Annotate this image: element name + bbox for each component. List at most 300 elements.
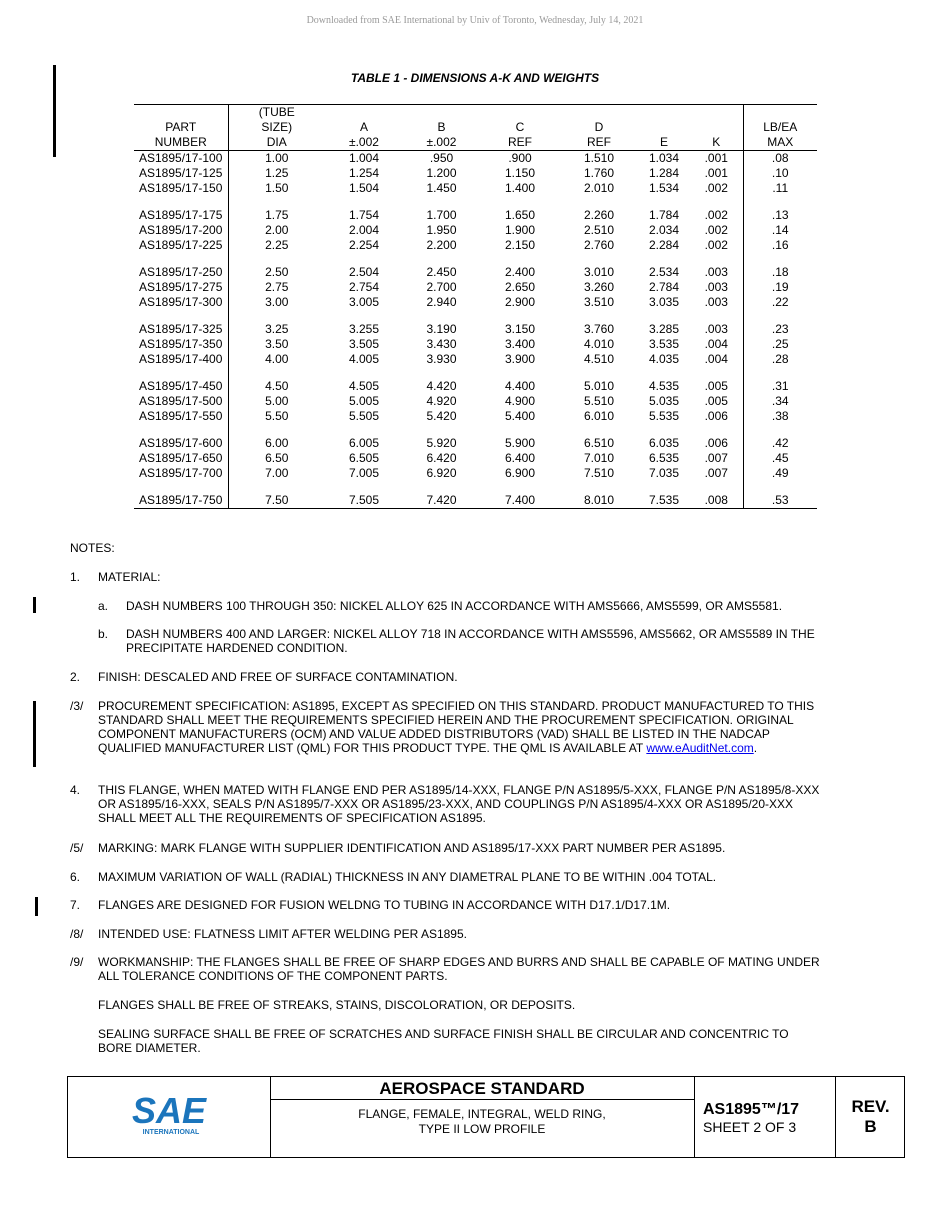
part-number-cell: AS1895/17-175 (134, 208, 228, 223)
note-body: DASH NUMBERS 100 THROUGH 350: NICKEL ALLOY 625 IN ACCORDANCE WITH AMS5666, AMS5599, OR AMS5581. (126, 599, 783, 613)
table-cell: 5.00 (265, 394, 289, 408)
spacer-cell (403, 481, 480, 493)
table-cell: 2.50 (265, 265, 289, 279)
notes-header: NOTES: (70, 541, 115, 555)
table-cell: 2.450 (426, 265, 457, 279)
column-header: E (638, 135, 690, 151)
part-number-cell: AS1895/17-750 (134, 493, 228, 509)
table-row (134, 181, 817, 196)
title-middle (270, 1077, 695, 1157)
table-cell: .950 (429, 151, 454, 165)
table-row (134, 352, 817, 367)
spacer-cell (560, 481, 638, 493)
table-cell: 1.254 (348, 166, 380, 180)
notes-section (70, 541, 830, 1055)
table-cell: 6.420 (426, 451, 457, 465)
table-row (134, 466, 817, 481)
column-header: REF (480, 135, 560, 151)
column-header (638, 105, 690, 121)
table-cell: 4.010 (583, 337, 615, 351)
table-row (134, 436, 817, 451)
part-number-cell: AS1895/17-275 (134, 280, 228, 295)
table-row (134, 223, 817, 238)
part-number-cell: AS1895/17-350 (134, 337, 228, 352)
table-cell: 4.00 (265, 352, 289, 366)
title-block (67, 1076, 905, 1158)
group-spacer (134, 424, 817, 436)
note-body: FLANGES ARE DESIGNED FOR FUSION WELDNG TO TUBING IN ACCORDANCE WITH D17.1/D17.1M. (98, 898, 671, 912)
note-number: 1. (70, 570, 81, 584)
eauditnet-link[interactable]: www.eAuditNet.com (646, 741, 754, 755)
table-cell: 7.420 (403, 493, 480, 509)
table-cell: 4.900 (504, 394, 536, 408)
table-cell: .53 (743, 493, 817, 509)
spacer-cell (325, 310, 403, 322)
column-header (134, 105, 228, 121)
spacer-cell (228, 253, 325, 265)
table-cell: .006 (690, 436, 743, 451)
spacer-cell (228, 310, 325, 322)
sae-logo (68, 1077, 270, 1157)
note-number: /8/ (70, 927, 84, 941)
download-watermark: Downloaded from SAE International by Univ of Toronto, Wednesday, July 14, 2021 (306, 15, 644, 26)
column-header: A (359, 120, 368, 134)
revision-label: REV. (851, 1097, 890, 1116)
note-text (98, 870, 820, 884)
description-line-1: FLANGE, FEMALE, INTEGRAL, WELD RING, (358, 1107, 606, 1121)
table-cell: 3.00 (265, 295, 289, 309)
column-header: ±.002 (325, 135, 403, 151)
table-row (134, 265, 817, 280)
part-number-cell: AS1895/17-650 (134, 451, 228, 466)
spacer-cell (560, 196, 638, 208)
table-cell: 6.005 (348, 436, 380, 450)
column-header: SIZE) (261, 120, 293, 134)
note-text (98, 955, 820, 983)
note-text (98, 841, 820, 855)
table-header-row-1 (134, 105, 817, 121)
table-cell: 5.50 (265, 409, 289, 423)
spacer-cell (743, 196, 817, 208)
table-cell: 3.430 (426, 337, 457, 351)
table-cell: .900 (508, 151, 532, 165)
note-number: 6. (70, 870, 81, 884)
table-cell: .34 (771, 394, 789, 408)
table-cell: .003 (690, 322, 743, 337)
table-row (134, 151, 817, 167)
note-body: INTENDED USE: FLATNESS LIMIT AFTER WELDING PER AS1895. (98, 927, 467, 941)
table-cell: .004 (690, 337, 743, 352)
note-body: MAXIMUM VARIATION OF WALL (RADIAL) THICKNESS IN ANY DIAMETRAL PLANE TO BE WITHIN .004 TOTAL. (98, 870, 717, 884)
spacer-cell (134, 367, 228, 379)
part-number-cell: AS1895/17-250 (134, 265, 228, 280)
table-cell: 3.285 (648, 322, 680, 336)
table-cell: 6.035 (648, 436, 680, 450)
spacer-cell (560, 424, 638, 436)
table-cell: .005 (690, 394, 743, 409)
table-cell: 1.650 (504, 208, 536, 222)
table-cell: 7.50 (228, 493, 325, 509)
column-header: REF (560, 135, 638, 151)
table-cell: 2.754 (348, 280, 380, 294)
table-cell: 5.920 (426, 436, 457, 450)
table-cell: 6.535 (648, 451, 680, 465)
spacer-cell (134, 424, 228, 436)
table-cell: 3.400 (504, 337, 536, 351)
table-cell: .002 (690, 181, 743, 196)
spacer-cell (690, 367, 743, 379)
spacer-cell (743, 481, 817, 493)
table-cell: 1.450 (426, 181, 457, 195)
table-cell: .22 (771, 295, 789, 309)
note-body: FINISH: DESCALED AND FREE OF SURFACE CONTAMINATION. (98, 670, 458, 684)
note-body: MARKING: MARK FLANGE WITH SUPPLIER IDENTIFICATION AND AS1895/17-XXX PART NUMBER PER AS1895. (98, 841, 726, 855)
spacer-cell (480, 424, 560, 436)
table-cell: .11 (772, 181, 789, 195)
table-cell: 3.510 (583, 295, 615, 309)
table-row (134, 337, 817, 352)
part-number-cell: AS1895/17-500 (134, 394, 228, 409)
note-number: 2. (70, 670, 81, 684)
part-description (270, 1107, 694, 1137)
note-number: /3/ (70, 699, 84, 713)
sheet-number: SHEET 2 OF 3 (703, 1119, 797, 1135)
spacer-cell (325, 367, 403, 379)
table-cell: 1.75 (265, 208, 289, 222)
spacer-cell (325, 481, 403, 493)
standard-type: AEROSPACE STANDARD (270, 1077, 694, 1100)
table-cell: 1.50 (265, 181, 289, 195)
table-cell: 2.534 (648, 265, 680, 279)
table-cell: 7.535 (638, 493, 690, 509)
table-cell: 1.200 (426, 166, 457, 180)
table-cell: 6.00 (265, 436, 289, 450)
table-cell: 3.900 (504, 352, 536, 366)
table-cell: 3.50 (265, 337, 289, 351)
part-number-cell: AS1895/17-400 (134, 352, 228, 367)
table-row (134, 451, 817, 466)
table-cell: 4.400 (504, 379, 536, 393)
table-cell: 1.400 (504, 181, 536, 195)
column-header: NUMBER (134, 135, 228, 151)
column-header (325, 105, 403, 121)
table-cell: 2.25 (265, 238, 289, 252)
note-text (98, 570, 820, 584)
table-cell: 5.420 (426, 409, 457, 423)
table-cell: 2.75 (265, 280, 289, 294)
table-cell: 4.505 (348, 379, 380, 393)
table-cell: 1.950 (426, 223, 457, 237)
table-cell: .23 (771, 322, 789, 336)
change-bar (33, 701, 36, 767)
spacer-cell (638, 310, 690, 322)
column-header (403, 105, 480, 121)
table-cell: .08 (771, 151, 789, 165)
spacer-cell (743, 310, 817, 322)
table-cell: 5.005 (348, 394, 380, 408)
spacer-cell (560, 310, 638, 322)
table-cell: 3.760 (583, 322, 615, 336)
table-cell: .002 (690, 223, 743, 238)
spacer-cell (480, 481, 560, 493)
table-row (134, 379, 817, 394)
logo-wordmark: SAE (131, 1090, 207, 1131)
column-header: MAX (743, 135, 817, 151)
table-cell: 1.760 (583, 166, 615, 180)
table-row (134, 280, 817, 295)
spacer-cell (228, 481, 325, 493)
spacer-cell (690, 424, 743, 436)
part-number-cell: AS1895/17-200 (134, 223, 228, 238)
table-cell: 3.260 (583, 280, 615, 294)
group-spacer (134, 481, 817, 493)
column-header (690, 105, 743, 121)
note-number: a. (98, 599, 109, 613)
column-header: PART (134, 120, 228, 135)
table-cell: .31 (771, 379, 789, 393)
part-number-cell: AS1895/17-100 (134, 151, 228, 167)
table-cell: .38 (771, 409, 789, 423)
table-cell: .001 (690, 166, 743, 181)
spacer-cell (690, 196, 743, 208)
table-cell: 5.400 (504, 409, 536, 423)
table-cell: 1.150 (504, 166, 536, 180)
table-cell: 1.25 (265, 166, 289, 180)
group-spacer (134, 196, 817, 208)
spacer-cell (228, 196, 325, 208)
spacer-cell (228, 367, 325, 379)
table-cell: .006 (690, 409, 743, 424)
table-cell: 2.760 (583, 238, 615, 252)
spacer-cell (690, 253, 743, 265)
spacer-cell (638, 367, 690, 379)
table-cell: 3.505 (348, 337, 380, 351)
table-cell: 7.035 (648, 466, 680, 480)
table-cell: 4.005 (348, 352, 380, 366)
column-header (690, 120, 743, 135)
table-cell: .45 (771, 451, 789, 465)
note-body: MATERIAL: (98, 570, 161, 584)
table-cell: 4.50 (265, 379, 289, 393)
table-cell: .002 (690, 238, 743, 253)
spacer-cell (743, 424, 817, 436)
table-cell: .10 (771, 166, 789, 180)
column-header: DIA (228, 135, 325, 151)
table-cell: 6.920 (426, 466, 457, 480)
table-cell: .007 (690, 451, 743, 466)
spacer-cell (743, 253, 817, 265)
spacer-cell (480, 253, 560, 265)
part-number-cell: AS1895/17-700 (134, 466, 228, 481)
table-cell: 8.010 (560, 493, 638, 509)
table-cell: 1.034 (648, 151, 680, 165)
table-cell: .19 (771, 280, 789, 294)
table-cell: 2.00 (265, 223, 289, 237)
table-cell: 3.255 (348, 322, 380, 336)
dimensions-table (134, 104, 817, 509)
table-cell: 6.400 (504, 451, 536, 465)
revision-value: B (864, 1117, 877, 1136)
table-row (134, 238, 817, 253)
table-cell: 7.010 (583, 451, 615, 465)
spacer-cell (560, 253, 638, 265)
change-bar (35, 897, 38, 916)
table-cell: .008 (690, 493, 743, 509)
table-cell: 7.505 (325, 493, 403, 509)
column-header: D (594, 120, 604, 134)
table-cell: .49 (771, 466, 789, 480)
table-cell: 6.010 (583, 409, 615, 423)
table-cell: 7.005 (348, 466, 380, 480)
note-body: WORKMANSHIP: THE FLANGES SHALL BE FREE OF SHARP EDGES AND BURRS AND SHALL BE CAPABLE OF MATING UNDER ALL TOLERANCE CONDITIONS OF THE COMPONENT PARTS. (98, 955, 820, 983)
part-number-cell: AS1895/17-300 (134, 295, 228, 310)
note-body: DASH NUMBERS 400 AND LARGER: NICKEL ALLOY 718 IN ACCORDANCE WITH AMS5596, AMS5662, OR AMS5589 IN THE PRECIPITATE HARDENED CONDITION. (126, 627, 815, 655)
spacer-cell (325, 196, 403, 208)
spacer-cell (638, 196, 690, 208)
table-cell: .007 (690, 466, 743, 481)
table-cell: 1.784 (648, 208, 680, 222)
table-cell: 3.930 (426, 352, 457, 366)
table-row (134, 322, 817, 337)
column-header: ±.002 (403, 135, 480, 151)
table-row (134, 295, 817, 310)
table-cell: 2.400 (504, 265, 536, 279)
description-line-2: TYPE II LOW PROFILE (418, 1122, 546, 1136)
table-cell: 3.035 (648, 295, 680, 309)
table-cell: 2.510 (583, 223, 615, 237)
table-cell: .25 (771, 337, 789, 351)
table-cell: 7.510 (583, 466, 615, 480)
column-header: B (437, 120, 446, 134)
table-cell: 5.010 (583, 379, 615, 393)
table-cell: 5.035 (648, 394, 680, 408)
table-cell: 2.010 (583, 181, 615, 195)
spacer-cell (403, 196, 480, 208)
part-number-cell: AS1895/17-600 (134, 436, 228, 451)
column-header: LB/EA (763, 120, 798, 134)
change-bar (33, 597, 36, 613)
spacer-cell (403, 310, 480, 322)
table-cell: .002 (690, 208, 743, 223)
document-number: AS1895™/17 (703, 1101, 800, 1118)
note-body: SEALING SURFACE SHALL BE FREE OF SCRATCHES AND SURFACE FINISH SHALL BE CIRCULAR AND CONCENTRIC TO BORE DIAMETER. (98, 1027, 789, 1055)
sae-logo-cell (68, 1077, 271, 1157)
note-body: FLANGES SHALL BE FREE OF STREAKS, STAINS, DISCOLORATION, OR DEPOSITS. (98, 998, 576, 1012)
table-cell: 4.535 (648, 379, 680, 393)
group-spacer (134, 310, 817, 322)
table-cell: 1.900 (504, 223, 536, 237)
table-cell: 2.784 (648, 280, 680, 294)
table-title: TABLE 1 - DIMENSIONS A-K AND WEIGHTS (350, 71, 600, 85)
spacer-cell (743, 367, 817, 379)
table-cell: 4.420 (426, 379, 457, 393)
spacer-cell (480, 310, 560, 322)
table-cell: 3.25 (265, 322, 289, 336)
table-cell: 3.535 (648, 337, 680, 351)
spacer-cell (403, 367, 480, 379)
note-text (126, 627, 820, 655)
table-cell: 1.510 (583, 151, 615, 165)
table-cell: 3.010 (583, 265, 615, 279)
table-row (134, 394, 817, 409)
column-header (480, 105, 560, 121)
table-cell: 5.900 (504, 436, 536, 450)
spacer-cell (480, 367, 560, 379)
note-text (126, 599, 820, 613)
note-body: PROCUREMENT SPECIFICATION: AS1895, EXCEPT AS SPECIFIED ON THIS STANDARD. PRODUCT MANUFACTURED TO THIS STANDARD SHALL MEET THE REQUIREMENTS SPECIFIED HEREIN AND THE PROCUREMENT SPECIFICATION. ORIGINAL COMPONENT MANUFACTURERS (OCM) AND VALUE ADDED DISTRIBUTORS (VAD) SHALL BE LISTED IN THE NADCAP QUALIFIED MANUFACTURER LIST (QML) FOR THIS PRODUCT TYPE. THE QML IS AVAILABLE AT (98, 699, 815, 755)
table-cell: 3.190 (426, 322, 457, 336)
spacer-cell (325, 253, 403, 265)
table-cell: .003 (690, 265, 743, 280)
note-text (98, 998, 820, 1012)
table-cell: 4.510 (583, 352, 615, 366)
note-text (98, 783, 820, 825)
table-cell: 2.200 (426, 238, 457, 252)
part-number-cell: AS1895/17-225 (134, 238, 228, 253)
table-cell: 7.00 (265, 466, 289, 480)
spacer-cell (134, 196, 228, 208)
table-cell: 6.50 (265, 451, 289, 465)
table-cell: .16 (771, 238, 789, 252)
table-cell: 6.505 (348, 451, 380, 465)
table-header-row-2 (134, 120, 817, 135)
part-number-cell: AS1895/17-125 (134, 166, 228, 181)
table-cell: .13 (771, 208, 789, 222)
table-row (134, 409, 817, 424)
part-number-cell: AS1895/17-450 (134, 379, 228, 394)
spacer-cell (638, 253, 690, 265)
table-row (134, 166, 817, 181)
table-cell: 2.284 (648, 238, 680, 252)
note-text (98, 898, 820, 912)
table-cell: 3.150 (504, 322, 536, 336)
table-cell: 5.510 (583, 394, 615, 408)
note-number: b. (98, 627, 109, 641)
table-cell: .003 (690, 280, 743, 295)
spacer-cell (134, 481, 228, 493)
column-header (743, 105, 817, 121)
table-cell: 6.510 (583, 436, 615, 450)
column-header (638, 120, 690, 135)
note-text (98, 670, 820, 684)
spacer-cell (560, 367, 638, 379)
table-cell: 2.700 (426, 280, 457, 294)
table-body (134, 151, 817, 509)
spacer-cell (480, 196, 560, 208)
spacer-cell (134, 253, 228, 265)
revision-cell (836, 1077, 905, 1157)
table-cell: 2.004 (348, 223, 380, 237)
table-cell: 4.920 (426, 394, 457, 408)
table-cell: 1.504 (348, 181, 380, 195)
table-cell: .005 (690, 379, 743, 394)
table-row (134, 493, 817, 509)
spacer-cell (690, 310, 743, 322)
column-header: C (515, 120, 525, 134)
table-cell: 1.700 (426, 208, 457, 222)
note-number: 4. (70, 783, 81, 797)
table-cell: 2.900 (504, 295, 536, 309)
spacer-cell (325, 424, 403, 436)
table-cell: 5.535 (648, 409, 680, 423)
note-text (98, 699, 820, 755)
note-number: 7. (70, 898, 81, 912)
part-number-cell: AS1895/17-325 (134, 322, 228, 337)
note-suffix: . (753, 741, 758, 755)
table-cell: 2.034 (648, 223, 680, 237)
table-cell: .42 (771, 436, 789, 450)
document-number-cell (695, 1077, 836, 1157)
